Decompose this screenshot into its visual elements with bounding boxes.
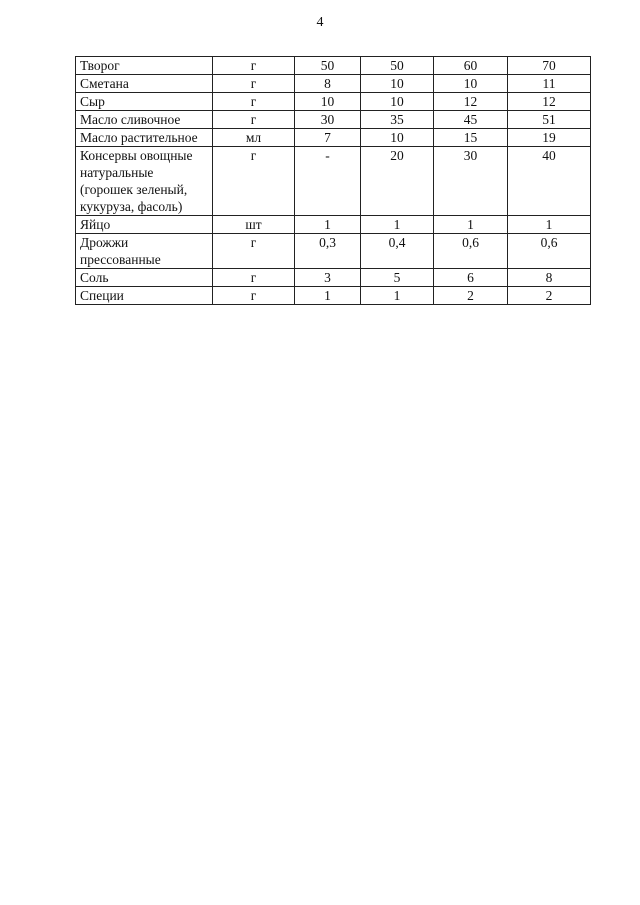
ingredient-unit: мл <box>213 129 295 147</box>
ingredient-value: 10 <box>434 75 508 93</box>
ingredient-name: Консервы овощные натуральные (горошек зеленый, кукуруза, фасоль) <box>76 147 213 216</box>
ingredient-value: 3 <box>295 269 361 287</box>
ingredient-unit: г <box>213 147 295 216</box>
table-row <box>76 287 591 305</box>
ingredient-value: 1 <box>295 287 361 305</box>
table-row <box>76 111 591 129</box>
ingredient-value: 0,3 <box>295 234 361 269</box>
ingredient-name: Сыр <box>76 93 213 111</box>
ingredient-name: Творог <box>76 57 213 75</box>
ingredients-table <box>75 56 591 305</box>
ingredient-value: 8 <box>295 75 361 93</box>
ingredient-unit: шт <box>213 216 295 234</box>
ingredient-value: 0,6 <box>434 234 508 269</box>
ingredient-value: 51 <box>508 111 591 129</box>
ingredient-value: 1 <box>361 216 434 234</box>
ingredient-unit: г <box>213 269 295 287</box>
ingredient-value: 11 <box>508 75 591 93</box>
ingredient-value: 6 <box>434 269 508 287</box>
table-row <box>76 147 591 216</box>
ingredient-value: 12 <box>434 93 508 111</box>
ingredient-value: 1 <box>508 216 591 234</box>
ingredient-value: 2 <box>434 287 508 305</box>
ingredient-value: 60 <box>434 57 508 75</box>
ingredient-name: Масло растительное <box>76 129 213 147</box>
ingredient-value: 15 <box>434 129 508 147</box>
table-row <box>76 216 591 234</box>
ingredient-value: 12 <box>508 93 591 111</box>
ingredient-value: 35 <box>361 111 434 129</box>
table-row <box>76 129 591 147</box>
ingredient-value: 10 <box>361 129 434 147</box>
ingredient-unit: г <box>213 234 295 269</box>
ingredient-unit: г <box>213 287 295 305</box>
ingredient-value: 50 <box>295 57 361 75</box>
ingredient-value: 10 <box>361 93 434 111</box>
ingredient-unit: г <box>213 75 295 93</box>
ingredient-value: 19 <box>508 129 591 147</box>
ingredient-value: 45 <box>434 111 508 129</box>
ingredient-value: 1 <box>295 216 361 234</box>
ingredient-name: Яйцо <box>76 216 213 234</box>
ingredient-name: Сметана <box>76 75 213 93</box>
ingredient-unit: г <box>213 93 295 111</box>
ingredient-value: 10 <box>295 93 361 111</box>
ingredient-value: 30 <box>295 111 361 129</box>
ingredient-value: 1 <box>434 216 508 234</box>
ingredient-value: 2 <box>508 287 591 305</box>
ingredient-unit: г <box>213 111 295 129</box>
ingredient-value: 8 <box>508 269 591 287</box>
table-row <box>76 75 591 93</box>
table-row <box>76 234 591 269</box>
ingredient-value: 5 <box>361 269 434 287</box>
ingredient-value: 30 <box>434 147 508 216</box>
ingredient-name: Специи <box>76 287 213 305</box>
ingredient-unit: г <box>213 57 295 75</box>
ingredient-name: Дрожжи прессованные <box>76 234 213 269</box>
ingredient-value: 10 <box>361 75 434 93</box>
ingredient-value: 1 <box>361 287 434 305</box>
table-row <box>76 269 591 287</box>
ingredient-value: 0,6 <box>508 234 591 269</box>
ingredient-value: 40 <box>508 147 591 216</box>
ingredient-value: 70 <box>508 57 591 75</box>
ingredient-value: 50 <box>361 57 434 75</box>
ingredient-name: Масло сливочное <box>76 111 213 129</box>
ingredient-name: Соль <box>76 269 213 287</box>
ingredient-value: 7 <box>295 129 361 147</box>
page-number: 4 <box>316 15 324 30</box>
table-row <box>76 93 591 111</box>
ingredient-value: 0,4 <box>361 234 434 269</box>
ingredient-value: - <box>295 147 361 216</box>
ingredient-value: 20 <box>361 147 434 216</box>
table-row <box>76 57 591 75</box>
